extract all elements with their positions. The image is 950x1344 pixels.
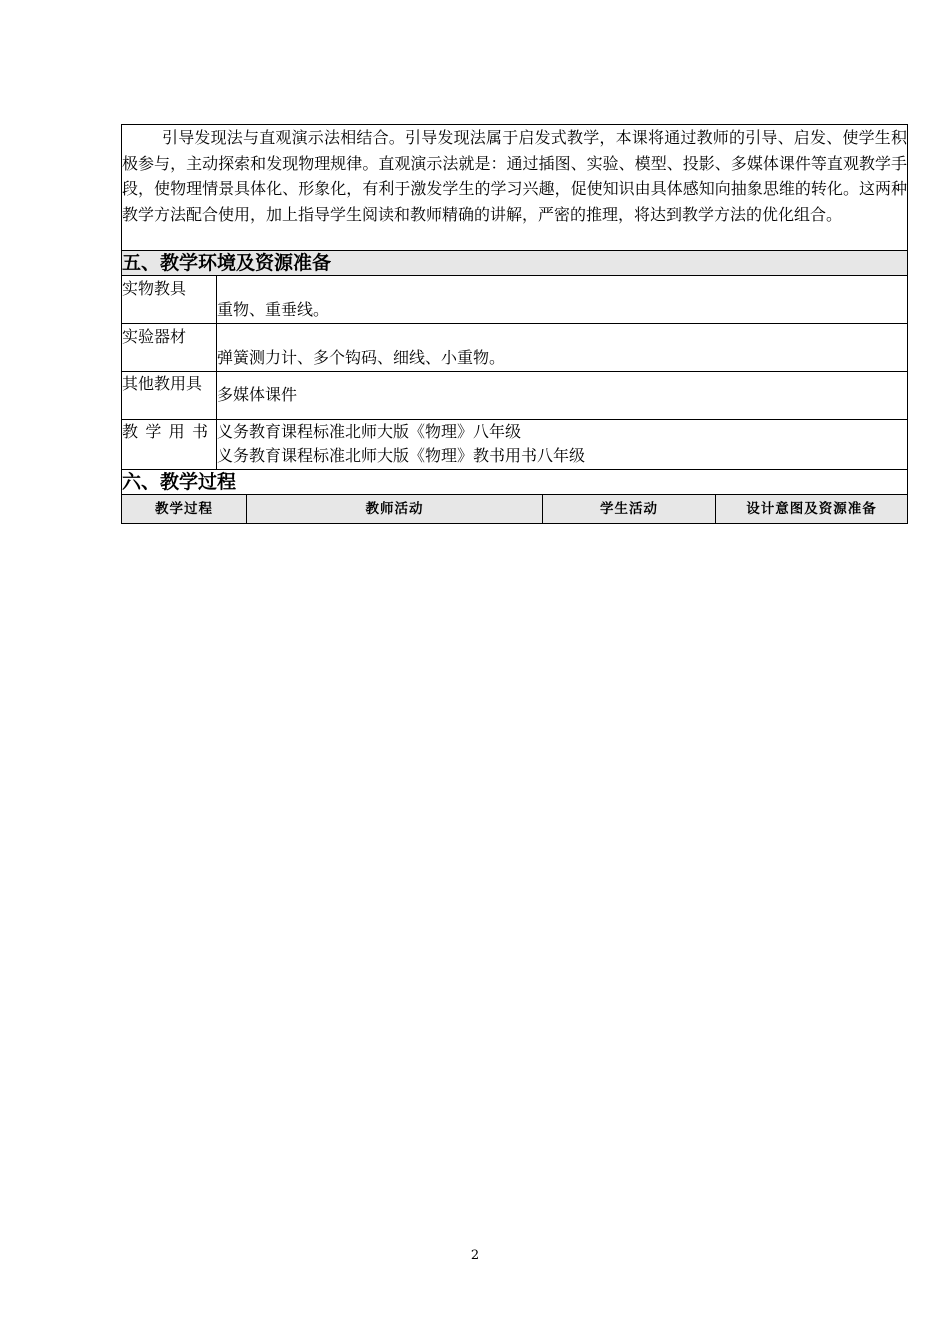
resource-label: 实验器材 [122,324,217,372]
resource-row-textbooks [122,420,908,470]
column-header: 学生活动 [543,495,716,524]
resource-label: 实物教具 [122,276,217,324]
resource-label: 教学用书 [122,420,217,470]
resource-row-physical-aids [122,276,908,324]
resource-row-lab-equipment [122,324,908,372]
column-header: 教师活动 [247,495,543,524]
column-header: 设计意图及资源准备 [716,495,908,524]
teaching-method-paragraph: 引导发现法与直观演示法相结合。引导发现法属于启发式教学，本课将通过教师的引导、启发、使学生积极参与，主动探索和发现物理规律。直观演示法就是：通过插图、实验、模型、投影、多媒体课件等直观教学手段，使物理情景具体化、形象化，有利于激发学生的学习兴趣，促使知识由具体感知向抽象思维的转化。这两种教学方法配合使用，加上指导学生阅读和教师精确的讲解，严密的推理，将达到教学方法的优化组合。 [122,125,908,251]
resource-value: 弹簧测力计、多个钩码、细线、小重物。 [217,324,908,372]
column-header: 教学过程 [122,495,247,524]
lesson-plan-table [121,124,908,524]
resource-value: 重物、重垂线。 [217,276,908,324]
process-table-header-row [122,495,908,524]
section-5-heading: 五、教学环境及资源准备 [122,251,908,276]
resource-row-other-aids [122,372,908,420]
textbook-list [217,420,908,470]
page-number: 2 [470,1248,480,1263]
textbook-line: 义务教育课程标准北师大版《物理》八年级 [217,422,522,441]
resource-label: 其他教用具 [122,372,217,420]
resource-value: 多媒体课件 [217,372,908,420]
textbook-line: 义务教育课程标准北师大版《物理》教书用书八年级 [217,446,586,465]
section-6-heading: 六、教学过程 [122,470,908,495]
